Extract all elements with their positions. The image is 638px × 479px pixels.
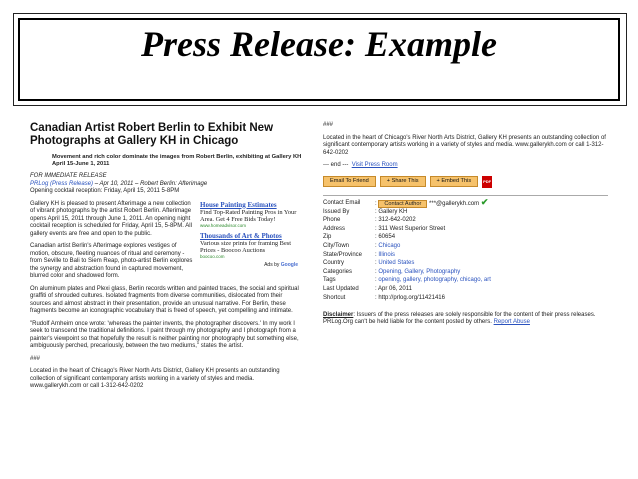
ad-2-title[interactable]: Thousands of Art & Photos bbox=[200, 231, 282, 240]
state-link[interactable]: Illinois bbox=[378, 251, 396, 258]
paragraph-1: Gallery KH is pleased to present Afterimage a new collection of vibrant photographs by the artist Robert Berlin. Afterimage opens April 15, 2011 through June 1, 2011. An opening night cocktail reception is scheduled for Friday, April 15, 5-8PM. All gallery events are free and open to the public. bbox=[30, 200, 192, 237]
paragraph-3: On aluminum plates and Plexi glass, Berlin records written and painted traces, the social and spiritual graffiti of shrouded cultures. Isolated fragments from diverse communities, dislocated from their sources and almost abstract in their presentation, provide an unusual narrative. For Berlin, these fragments become an iconographic vocabulary that is freed of speech, yet compelling and intimate. bbox=[30, 285, 299, 314]
press-release-body bbox=[30, 122, 302, 396]
email-to-friend-button[interactable]: Email To Friend bbox=[323, 176, 376, 187]
report-abuse-link[interactable]: Report Abuse bbox=[493, 319, 530, 326]
pdf-icon[interactable]: PDF bbox=[482, 176, 492, 188]
right-separator: ### bbox=[323, 122, 334, 128]
ad-2-url[interactable]: boocoo.com bbox=[200, 254, 225, 260]
info-row: Tags : opening, gallery, photography, chicago, art bbox=[323, 277, 491, 284]
ad-1-url[interactable]: www.homeadvisor.com bbox=[200, 222, 247, 228]
body-with-ads bbox=[30, 201, 302, 286]
info-row: Shortcut : http://prlog.org/11421416 bbox=[323, 294, 445, 301]
release-subhead: Movement and rich color dominate the images from Robert Berlin, exhibiting at Gallery KH April 15-June 1, 2011 bbox=[52, 154, 302, 167]
info-table bbox=[323, 195, 608, 303]
ad-block bbox=[200, 201, 298, 286]
ad-2-body: Various size prints for framing Best Prices - Boocoo Auctions bbox=[200, 239, 292, 255]
about-gallery: Located in the heart of Chicago's River North Arts District, Gallery KH presents an outstanding collection of significant contemporary artists working in a variety of styles and media. www.gallerykh.com or call 1-312-642-0202 bbox=[30, 368, 280, 389]
contact-author-button[interactable]: Contact Author bbox=[378, 200, 427, 208]
contact-email: ***@gallerykh.com bbox=[429, 201, 480, 208]
paragraph-2: Canadian artist Berlin's Afterimage explores vestiges of motion, obscure, fleeting nuances of ritual and ceremony - from Seville to Bali to Siem Reap, photo-artist Berlin explores the synergy and abstraction found in captured movement, blurred color and shadowed form. bbox=[30, 243, 193, 279]
immediate-release: FOR IMMEDIATE RELEASE bbox=[30, 173, 107, 179]
slide-title: Press Release: Example bbox=[141, 24, 497, 64]
country-link[interactable]: United States bbox=[378, 260, 415, 267]
dateline-source-link[interactable]: PRLog (Press Release) bbox=[30, 180, 94, 187]
dateline-reception: Opening cocktail reception: Friday, April 15, 2011 5-8PM bbox=[30, 188, 180, 194]
disclaimer-label: Disclaimer bbox=[323, 311, 354, 318]
end-marker: --- end --- bbox=[323, 162, 349, 168]
separator: ### bbox=[30, 355, 41, 362]
info-row: Last Updated : Apr 06, 2011 bbox=[323, 285, 412, 292]
press-release-sidebar bbox=[323, 122, 608, 327]
info-row: Issued By : Gallery KH bbox=[323, 208, 408, 215]
info-row: State/Province : Illinois bbox=[323, 251, 396, 258]
info-row: Phone : 312-642-0202 bbox=[323, 217, 416, 224]
disclaimer: Disclaimer: Issuers of the press releases are solely responsible for the content of their press releases. PRLog.Org can't be held liable for the content posted by others. Report Abuse bbox=[323, 311, 596, 326]
ad-1-body: Find Top-Rated Painting Pros in Your Area. Get 4 Free Bids Today! bbox=[200, 208, 297, 223]
ads-by-google[interactable]: Ads by Google bbox=[264, 262, 298, 269]
shortcut-url[interactable]: http://prlog.org/11421416 bbox=[378, 294, 445, 301]
info-row: Categories : Opening, Gallery, Photography bbox=[323, 268, 461, 275]
tags-links[interactable]: opening, gallery, photography, chicago, art bbox=[378, 277, 491, 284]
action-buttons bbox=[323, 176, 608, 188]
categories-links[interactable]: Opening, Gallery, Photography bbox=[378, 268, 461, 275]
release-headline: Canadian Artist Robert Berlin to Exhibit New Photographs at Gallery KH in Chicago bbox=[30, 122, 274, 147]
info-row: Country : United States bbox=[323, 260, 415, 267]
ad-1-title[interactable]: House Painting Estimates bbox=[200, 200, 277, 209]
info-row-contact: Contact Email : Contact Author ***@gallerykh.com ✔ bbox=[323, 197, 489, 208]
info-row: City/Town : Chicago bbox=[323, 243, 401, 250]
info-row: Address : 311 West Superior Street bbox=[323, 225, 446, 232]
verified-check-icon: ✔ bbox=[480, 197, 489, 208]
dateline: – Apr 10, 2011 – Robert Berlin: Afterimage bbox=[93, 180, 208, 187]
right-about: Located in the heart of Chicago's River North Arts District, Gallery KH presents an outstanding collection of significant contemporary artists working in a variety of styles and media. www.gallerykh.com or call 1-312-642-0202 bbox=[323, 134, 606, 156]
google-logo: Google bbox=[280, 262, 298, 269]
embed-this-button[interactable]: + Embed This bbox=[430, 176, 479, 187]
share-this-button[interactable]: + Share This bbox=[380, 176, 426, 187]
visit-press-room-link[interactable]: Visit Press Room bbox=[351, 162, 398, 168]
paragraph-4: "Rudolf Arnheim once wrote: 'whereas the painter invents, the photographer discovers.' In my work I seek to transcend the traditional definitions. I paint through my photography and I photograph from a painter's viewpoint so that hopefully the result is neither painting nor photography but something else, ambiguously perched, precariously, between the two mediums," states the artist. bbox=[30, 320, 299, 349]
info-row: Zip : 60654 bbox=[323, 234, 396, 241]
city-link[interactable]: Chicago bbox=[378, 243, 401, 250]
